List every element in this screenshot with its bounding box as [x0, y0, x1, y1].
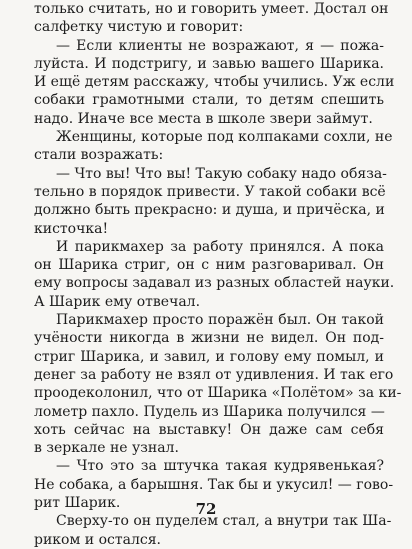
text-line: в зеркале не узнал.	[34, 440, 179, 457]
body-text	[34, 0, 402, 549]
text-line: должно быть прекрасно: и душа, и причёска, и	[34, 202, 385, 219]
text-line: стриг Шарика, и завил, и голову ему помыл, и	[34, 348, 384, 365]
text-line: луйста. И подстригу, и завью вашего Шарика.	[34, 55, 384, 72]
text-line: Женщины, которые под колпаками сохли, не	[56, 129, 393, 146]
text-line: салфетку чистую и говорит:	[34, 19, 244, 36]
text-line: риком и остался.	[34, 531, 161, 548]
text-line: хоть сейчас на выставку! Он даже сам себя	[34, 421, 384, 438]
text-line: собаки грамотными стали, то детям спешить	[34, 92, 384, 109]
text-line: рит Шарик.	[34, 495, 121, 512]
text-line: тельно в порядок привести. У такой собаки всё	[34, 183, 386, 200]
text-line: проодеколонил, что от Шарика «Полётом» за ки-	[34, 385, 402, 402]
text-line: — Что это за штучка такая кудрявенькая?	[56, 458, 384, 475]
text-line: Не собака, а барышня. Так бы и укусил! — гово-	[34, 476, 394, 493]
text-line: И парикмахер за работу принялся. А пока	[56, 238, 384, 255]
text-line: лометр пахло. Пудель из Шарика получился —	[34, 403, 385, 420]
text-line: надо. Иначе все места в школе звери займут.	[34, 110, 373, 127]
text-line: — Что вы! Что вы! Такую собаку надо обяза-	[56, 165, 387, 182]
text-line: он Шарика стриг, он с ним разговаривал. Он	[34, 257, 384, 274]
text-line: учёности никогда в жизни не видел. Он под-	[34, 330, 384, 347]
text-line: стали возражать:	[34, 147, 164, 164]
page-number: 72	[195, 500, 217, 518]
text-line: Сверху-то он пуделем стал, а внутри так Ша-	[56, 513, 392, 530]
text-line: И ещё детям расскажу, чтобы учились. Уж если	[34, 74, 395, 91]
text-line: денег за работу не взял от удивления. И так его	[34, 366, 394, 383]
text-line: Парикмахер просто поражён был. Он такой	[56, 312, 384, 329]
text-line: кисточка!	[34, 220, 109, 237]
text-line: — Если клиенты не возражают, я — пожа-	[56, 37, 384, 54]
text-line: ему вопросы задавал из разных областей науки.	[34, 275, 395, 292]
text-line: только считать, но и говорить умеет. Достал он	[34, 1, 389, 17]
text-line: А Шарик ему отвечал.	[34, 293, 201, 310]
